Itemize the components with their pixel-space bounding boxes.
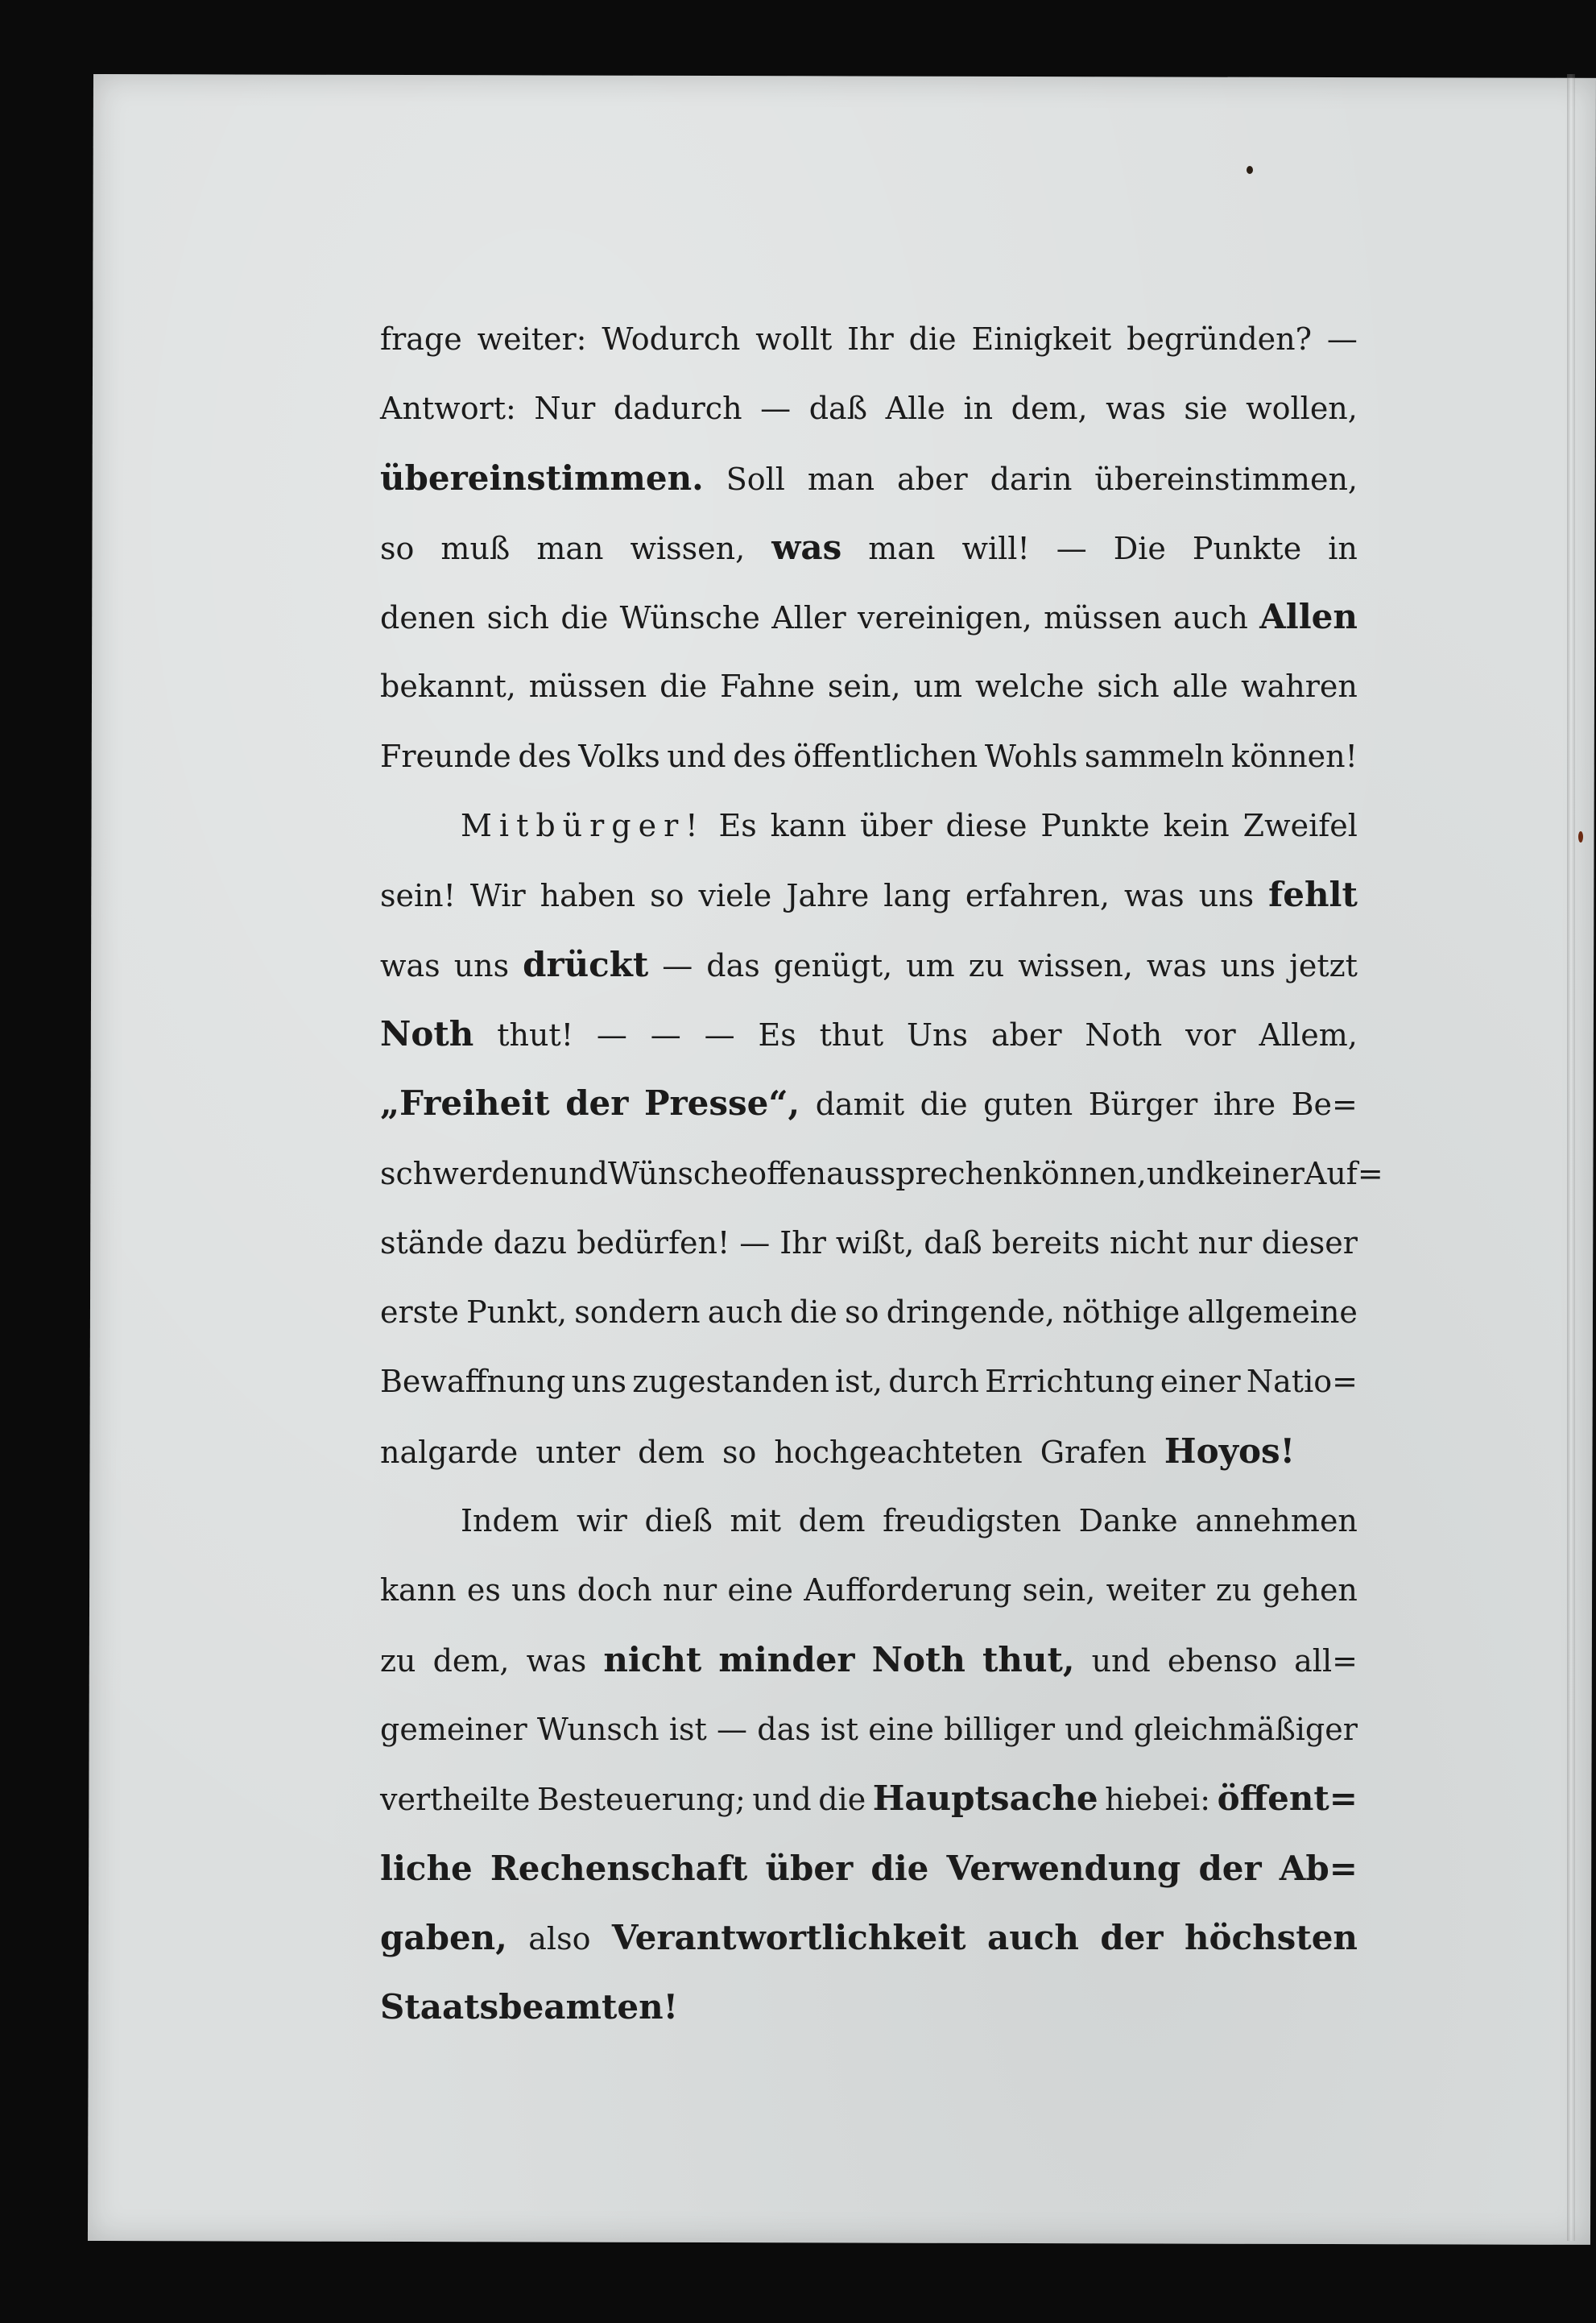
word: durch [888, 1364, 979, 1400]
word: so [380, 530, 415, 566]
word: Es [758, 1017, 796, 1053]
word: so [845, 1294, 879, 1331]
word: Zweifel [1242, 808, 1358, 844]
emphasized-word: der [1100, 1917, 1164, 1957]
emphasized-word: Verwendung [946, 1848, 1181, 1888]
word: ist [668, 1711, 707, 1747]
word: Einigkeit [971, 321, 1112, 357]
word: Es [718, 808, 757, 844]
word: Auf= [1304, 1155, 1383, 1191]
text-line [380, 513, 1358, 582]
word: billiger [944, 1711, 1055, 1747]
word: nalgarde [380, 1434, 519, 1470]
word: eine [868, 1711, 934, 1747]
emphasized-word: die [870, 1848, 929, 1888]
word: lang [883, 878, 951, 914]
word: dringende, [886, 1294, 1055, 1331]
word: sich [486, 600, 550, 636]
text-line [380, 1973, 1358, 2042]
word: sie [1184, 391, 1228, 427]
text-line [380, 1069, 1358, 1138]
word: und [752, 1782, 812, 1818]
word: des [518, 738, 572, 774]
word: viele [698, 878, 772, 914]
word: thut! [497, 1017, 573, 1053]
word: uns [511, 1572, 567, 1609]
word: nur [663, 1572, 717, 1609]
word: ist, [834, 1364, 883, 1400]
word: erfahren, [965, 878, 1110, 914]
word: Soll [726, 461, 785, 497]
emphasized-word: höchsten [1185, 1917, 1358, 1957]
word: hiebei: [1105, 1782, 1211, 1818]
word: wißt, [835, 1224, 915, 1261]
word: dem, [1011, 391, 1088, 427]
word: doch [577, 1572, 652, 1609]
word: dieß [644, 1503, 713, 1539]
emphasized-word: Hauptsache [872, 1778, 1098, 1819]
word: Punkte [1192, 530, 1302, 566]
word: man [807, 461, 875, 497]
word: bereits [991, 1224, 1101, 1261]
word: aber [990, 1017, 1062, 1053]
word: vor [1185, 1017, 1236, 1053]
word: Jahre [786, 878, 870, 914]
word: zu [380, 1642, 416, 1679]
text-line [380, 791, 1358, 860]
word: kann [380, 1572, 457, 1609]
word: Wodurch [602, 321, 741, 357]
word: was [1106, 391, 1166, 427]
word: — [650, 1017, 681, 1053]
word: Nur [534, 391, 596, 427]
word: — [704, 1017, 735, 1053]
word: Be= [1291, 1087, 1358, 1123]
word: — [1326, 321, 1358, 357]
word: uns [1220, 947, 1276, 983]
word: dadurch [613, 391, 742, 427]
word: die [920, 1087, 968, 1123]
word: ebenso [1167, 1642, 1278, 1679]
word: die [659, 669, 708, 705]
word: alle [1172, 669, 1229, 705]
word: was [526, 1642, 587, 1679]
emphasized-word: Rechenschaft [490, 1848, 748, 1888]
emphasized-word: „Freiheit [380, 1083, 550, 1124]
text-line [380, 1903, 1358, 1973]
word: keiner [1205, 1155, 1305, 1191]
word: daß [808, 391, 868, 427]
ink-speck [1578, 831, 1583, 843]
word: darin [990, 461, 1073, 497]
text-line [380, 1764, 1358, 1833]
word: zugestanden [632, 1364, 829, 1400]
word: freudigsten [883, 1503, 1061, 1539]
word: Wünsche [608, 1155, 749, 1191]
word: und [1146, 1155, 1206, 1191]
text-line [380, 722, 1358, 791]
word: eine [727, 1572, 793, 1609]
word: sondern [574, 1294, 701, 1331]
word: damit [815, 1087, 905, 1123]
word: wissen, [1018, 947, 1133, 983]
emphasized-word: minder [718, 1639, 855, 1679]
word: wollt [755, 321, 833, 357]
word: Wunsch [536, 1711, 659, 1747]
word: ist [821, 1711, 858, 1747]
word: um [913, 669, 963, 705]
word: auch [1172, 600, 1248, 636]
word: Grafen [1040, 1434, 1147, 1470]
word: allgemeine [1187, 1294, 1358, 1331]
word: will! [961, 530, 1030, 566]
text-line [380, 1208, 1358, 1277]
word: ihre [1213, 1087, 1276, 1123]
emphasized-word: Presse“, [643, 1083, 800, 1124]
word: guten [983, 1087, 1073, 1123]
word: vertheilte [380, 1782, 531, 1818]
word: dem, [432, 1642, 510, 1679]
word: sammeln [1084, 738, 1225, 774]
word: die [908, 321, 957, 357]
emphasized-word: fehlt [1268, 875, 1358, 915]
emphasized-word: thut, [982, 1639, 1075, 1679]
emphasized-word: nicht [603, 1639, 702, 1679]
word: um [906, 947, 955, 983]
word: Fahne [720, 669, 815, 705]
word: Indem [461, 1503, 560, 1539]
word: Bewaffnung [380, 1364, 566, 1400]
word: Errichtung [985, 1364, 1155, 1400]
emphasized-word: Staatsbeamten! [380, 1987, 679, 2027]
text-line [380, 652, 1358, 721]
word: gemeiner [380, 1711, 527, 1747]
word: sein, [827, 669, 901, 705]
word: wahren [1241, 669, 1358, 705]
emphasized-word: auch [987, 1917, 1079, 1957]
word: müssen [1044, 600, 1162, 636]
word: begründen? [1127, 321, 1313, 357]
document-text [380, 304, 1383, 2042]
text-line [380, 1625, 1358, 1695]
word: welche [974, 669, 1085, 705]
word: können! [1230, 738, 1358, 774]
text-line [380, 1834, 1358, 1903]
text-line [380, 860, 1358, 930]
word: müssen [528, 669, 647, 705]
word: Natio= [1246, 1364, 1358, 1400]
word: Aller [771, 600, 846, 636]
word: bekannt, [380, 669, 516, 705]
word: man [868, 530, 936, 566]
word: auch [707, 1294, 783, 1331]
word: Bürger [1088, 1087, 1198, 1123]
emphasized-word: liche [380, 1848, 473, 1888]
word: stände [380, 1224, 484, 1261]
word: muß [440, 530, 511, 566]
word: und [1065, 1711, 1124, 1747]
word: Antwort: [380, 391, 516, 427]
word: über [860, 808, 932, 844]
text-line [380, 1417, 1358, 1486]
word: weiter: [477, 321, 587, 357]
word: — [717, 1711, 748, 1747]
word: jetzt [1289, 947, 1358, 983]
word: annehmen [1195, 1503, 1358, 1539]
word: vereinigen, [857, 600, 1032, 636]
word: das [706, 947, 760, 983]
word: so [650, 878, 684, 914]
page-fold-edge [1567, 74, 1575, 2241]
word: öffentlichen [793, 738, 978, 774]
emphasized-word: über [765, 1848, 854, 1888]
word: aussprechen [826, 1155, 1023, 1191]
word: sich [1097, 669, 1160, 705]
word: dieser [1261, 1224, 1358, 1261]
word: — [1056, 530, 1087, 566]
word: sein! [380, 878, 456, 914]
word: — [662, 947, 693, 983]
word: daß [924, 1224, 982, 1261]
text-line [380, 1486, 1358, 1555]
word: Besteuerung; [536, 1782, 746, 1818]
text-line [380, 1347, 1358, 1416]
word: es [466, 1572, 501, 1609]
word: so [722, 1434, 757, 1470]
text-line [380, 1277, 1358, 1347]
word: — [760, 391, 792, 427]
word: bedürfen! [577, 1224, 730, 1261]
emphasized-word: der [1198, 1848, 1262, 1888]
text-line [380, 1000, 1358, 1069]
word: des [733, 738, 787, 774]
word: Noth [1085, 1017, 1163, 1053]
word: einer [1160, 1364, 1241, 1400]
word: mit [730, 1503, 781, 1539]
emphasized-word: drückt [523, 944, 649, 984]
word: und [667, 738, 726, 774]
emphasized-word: öffent= [1217, 1778, 1358, 1819]
text-line [380, 582, 1358, 652]
emphasized-word: Verantwortlichkeit [611, 1917, 966, 1957]
word: thut [819, 1017, 884, 1053]
ink-speck [1247, 166, 1253, 174]
emphasized-word: Noth [380, 1013, 474, 1054]
word: Die [1113, 530, 1166, 566]
word: Mitbürger! [461, 808, 705, 844]
word: diese [945, 808, 1027, 844]
emphasized-word: der [565, 1083, 629, 1124]
word: Wohls [984, 738, 1078, 774]
word: all= [1294, 1642, 1358, 1679]
emphasized-word: Allen [1259, 597, 1358, 637]
text-line [380, 444, 1358, 513]
word: denen [380, 600, 476, 636]
word: aber [897, 461, 968, 497]
word: uns [453, 947, 510, 983]
word: Volks [578, 738, 660, 774]
word: können, [1022, 1155, 1147, 1191]
word: offen [748, 1155, 827, 1191]
emphasized-word: gaben, [380, 1917, 507, 1957]
word: nöthige [1062, 1294, 1180, 1331]
word: schwerden [380, 1155, 549, 1191]
word: die [818, 1782, 866, 1818]
word: frage [380, 321, 462, 357]
word: was [380, 947, 440, 983]
word: was [1146, 947, 1207, 983]
word: haben [540, 878, 636, 914]
word: — [739, 1224, 771, 1261]
word: wollen, [1246, 391, 1358, 427]
word: Wünsche [619, 600, 760, 636]
text-line [380, 374, 1358, 443]
word: das [757, 1711, 811, 1747]
word: nur [1197, 1224, 1252, 1261]
word: unter [535, 1434, 621, 1470]
word: dazu [493, 1224, 568, 1261]
word: sein, [1022, 1572, 1096, 1609]
word: Alle [885, 391, 945, 427]
word: Ihr [779, 1224, 826, 1261]
word: uns [1198, 878, 1255, 914]
word: dem [638, 1434, 705, 1470]
word: kein [1163, 808, 1230, 844]
text-line [380, 1695, 1358, 1764]
word: kann [770, 808, 847, 844]
word: wir [577, 1503, 627, 1539]
text-line [380, 930, 1358, 1000]
word: Allem, [1259, 1017, 1358, 1053]
word: was [1124, 878, 1185, 914]
word: zu [1215, 1572, 1252, 1609]
emphasized-word: übereinstimmen. [380, 458, 704, 498]
emphasized-word: was [771, 527, 842, 567]
word: und [1091, 1642, 1151, 1679]
word: hochgeachteten [774, 1434, 1023, 1470]
word: Freunde [380, 738, 511, 774]
word: in [1328, 530, 1358, 566]
word: gleichmäßiger [1133, 1711, 1358, 1747]
word: Punkt, [466, 1294, 568, 1331]
word: und [548, 1155, 609, 1191]
word: gehen [1262, 1572, 1358, 1609]
text-line [380, 1139, 1383, 1208]
word: man [536, 530, 604, 566]
word: übereinstimmen, [1094, 461, 1358, 497]
word: Punkte [1040, 808, 1150, 844]
word: uns [571, 1364, 627, 1400]
word: Ihr [847, 321, 894, 357]
word: die [560, 600, 609, 636]
word: also [528, 1920, 591, 1957]
word: nicht [1110, 1224, 1189, 1261]
emphasized-word: Noth [871, 1639, 965, 1679]
word: erste [380, 1294, 459, 1331]
word: weiter [1106, 1572, 1205, 1609]
word: wissen, [630, 530, 746, 566]
word: genügt, [773, 947, 893, 983]
word: die [789, 1294, 837, 1331]
word: in [963, 391, 994, 427]
word: — [596, 1017, 627, 1053]
word: zu [968, 947, 1005, 983]
emphasized-word: Hoyos! [1164, 1431, 1296, 1471]
text-line [380, 304, 1358, 374]
word: Wir [469, 878, 526, 914]
word: Aufforderung [804, 1572, 1012, 1609]
text-line [380, 1555, 1358, 1625]
word: dem [798, 1503, 866, 1539]
emphasized-word: Ab= [1279, 1848, 1358, 1888]
word: Danke [1078, 1503, 1178, 1539]
word: Uns [906, 1017, 968, 1053]
